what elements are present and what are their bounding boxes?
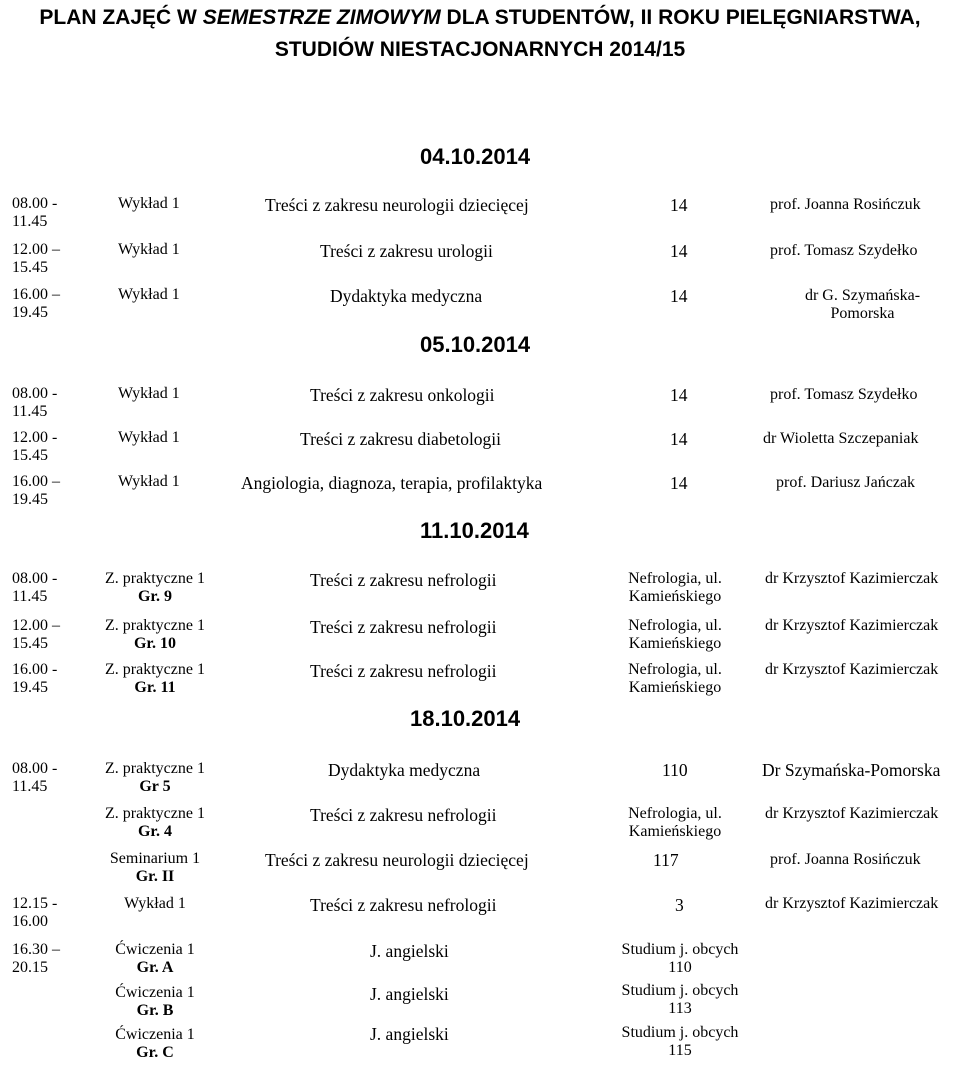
room-cont: 115 xyxy=(668,1042,692,1059)
class-type: Ćwiczenia 1 xyxy=(115,984,195,1001)
room-cont: Kamieńskiego xyxy=(628,635,722,652)
subject: Angiologia, diagnoza, terapia, profilaktyka xyxy=(241,473,543,493)
page-subtitle: STUDIÓW NIESTACJONARNYCH 2014/15 xyxy=(274,38,686,61)
teacher: prof. Joanna Rosińczuk xyxy=(770,196,921,213)
time-end: 16.00 xyxy=(12,913,48,930)
class-type: Wykład 1 xyxy=(118,241,180,258)
class-type: Z. praktyczne 1 xyxy=(105,617,205,634)
teacher: dr Krzysztof Kazimierczak xyxy=(765,895,939,912)
time-start: 16.00 - xyxy=(12,661,58,678)
class-type: Ćwiczenia 1 xyxy=(115,941,195,958)
time-end: 11.45 xyxy=(12,213,48,230)
page-title: PLAN ZAJĘĆ W SEMESTRZE ZIMOWYM DLA STUDENTÓW, II ROKU PIELĘGNIARSTWA, xyxy=(39,6,921,29)
day-date: 05.10.2014 xyxy=(420,332,531,357)
room: 14 xyxy=(670,195,688,215)
room: 14 xyxy=(670,429,688,449)
room: Studium j. obcych xyxy=(621,1024,739,1041)
time-end: 11.45 xyxy=(12,403,48,420)
group: Gr. 11 xyxy=(134,679,176,696)
subject: J. angielski xyxy=(370,984,449,1004)
class-type: Z. praktyczne 1 xyxy=(105,760,205,777)
time-end: 19.45 xyxy=(12,304,48,321)
time-start: 08.00 - xyxy=(12,195,58,212)
group: Gr. II xyxy=(135,868,175,885)
subject: Treści z zakresu nefrologii xyxy=(310,805,497,825)
group: Gr. B xyxy=(136,1002,174,1019)
room: 3 xyxy=(675,895,684,915)
room: 14 xyxy=(670,286,688,306)
class-type: Seminarium 1 xyxy=(109,850,201,867)
time-start: 12.00 – xyxy=(12,241,60,258)
subject: J. angielski xyxy=(370,941,449,961)
teacher: dr Wioletta Szczepaniak xyxy=(763,430,919,447)
time-start: 08.00 - xyxy=(12,570,58,587)
group: Gr 5 xyxy=(139,778,171,795)
time-end: 19.45 xyxy=(12,679,48,696)
subject: Treści z zakresu nefrologii xyxy=(310,895,497,915)
time-start: 16.30 – xyxy=(12,941,60,958)
group: Gr. A xyxy=(136,959,174,976)
group: Gr. 4 xyxy=(137,823,173,840)
subject: Treści z zakresu onkologii xyxy=(310,385,495,405)
room: Studium j. obcych xyxy=(621,941,739,958)
day-date: 04.10.2014 xyxy=(420,144,531,169)
room: 110 xyxy=(662,760,688,780)
room: Nefrologia, ul. xyxy=(628,617,722,634)
day-date: 11.10.2014 xyxy=(420,518,529,543)
time-end: 15.45 xyxy=(12,635,48,652)
time-start: 12.15 - xyxy=(12,895,58,912)
subject: Treści z zakresu nefrologii xyxy=(310,617,497,637)
time-start: 12.00 - xyxy=(12,429,58,446)
time-end: 20.15 xyxy=(12,959,48,976)
time-end: 15.45 xyxy=(12,259,48,276)
subject: Treści z zakresu nefrologii xyxy=(310,570,497,590)
time-start: 12.00 – xyxy=(12,617,60,634)
room: 14 xyxy=(670,473,688,493)
class-type: Wykład 1 xyxy=(118,385,180,402)
room: Nefrologia, ul. xyxy=(628,570,722,587)
teacher: dr Krzysztof Kazimierczak xyxy=(765,570,939,587)
teacher: prof. Joanna Rosińczuk xyxy=(770,851,921,868)
room: 117 xyxy=(653,850,679,870)
room: 14 xyxy=(670,385,688,405)
room-cont: Kamieńskiego xyxy=(628,679,722,696)
subject: Treści z zakresu neurologii dziecięcej xyxy=(265,850,529,870)
class-type: Wykład 1 xyxy=(124,895,186,912)
subject: Treści z zakresu diabetologii xyxy=(300,429,502,449)
class-type: Ćwiczenia 1 xyxy=(115,1026,195,1043)
room: 14 xyxy=(670,241,688,261)
room: Nefrologia, ul. xyxy=(628,805,722,822)
room: Studium j. obcych xyxy=(621,982,739,999)
teacher: prof. Tomasz Szydełko xyxy=(770,242,918,259)
teacher: prof. Tomasz Szydełko xyxy=(770,386,918,403)
room: Nefrologia, ul. xyxy=(628,661,722,678)
teacher: dr G. Szymańska- xyxy=(804,287,921,304)
subject: Dydaktyka medyczna xyxy=(330,286,483,306)
time-start: 08.00 - xyxy=(12,760,58,777)
subject: J. angielski xyxy=(370,1024,449,1044)
time-end: 15.45 xyxy=(12,447,48,464)
class-type: Wykład 1 xyxy=(118,195,180,212)
group: Gr. 9 xyxy=(137,588,173,605)
time-end: 11.45 xyxy=(12,778,48,795)
subject: Treści z zakresu neurologii dziecięcej xyxy=(265,195,529,215)
teacher: prof. Dariusz Jańczak xyxy=(776,474,916,491)
class-type: Z. praktyczne 1 xyxy=(105,805,205,822)
teacher: dr Krzysztof Kazimierczak xyxy=(765,805,939,822)
time-start: 08.00 - xyxy=(12,385,58,402)
class-type: Wykład 1 xyxy=(118,473,180,490)
teacher-cont: Pomorska xyxy=(830,305,895,322)
class-type: Z. praktyczne 1 xyxy=(105,570,205,587)
class-type: Z. praktyczne 1 xyxy=(105,661,205,678)
day-date: 18.10.2014 xyxy=(410,706,521,731)
room-cont: Kamieńskiego xyxy=(628,823,722,840)
time-start: 16.00 – xyxy=(12,473,60,490)
room-cont: 113 xyxy=(668,1000,692,1017)
subject: Treści z zakresu urologii xyxy=(320,241,493,261)
group: Gr. 10 xyxy=(133,635,177,652)
room-cont: 110 xyxy=(668,959,692,976)
time-end: 19.45 xyxy=(12,491,48,508)
group: Gr. C xyxy=(136,1044,174,1061)
subject: Treści z zakresu nefrologii xyxy=(310,661,497,681)
teacher: dr Krzysztof Kazimierczak xyxy=(765,661,939,678)
room-cont: Kamieńskiego xyxy=(628,588,722,605)
teacher: dr Krzysztof Kazimierczak xyxy=(765,617,939,634)
class-type: Wykład 1 xyxy=(118,286,180,303)
time-start: 16.00 – xyxy=(12,286,60,303)
time-end: 11.45 xyxy=(12,588,48,605)
class-type: Wykład 1 xyxy=(118,429,180,446)
teacher: Dr Szymańska-Pomorska xyxy=(762,760,941,780)
subject: Dydaktyka medyczna xyxy=(328,760,481,780)
